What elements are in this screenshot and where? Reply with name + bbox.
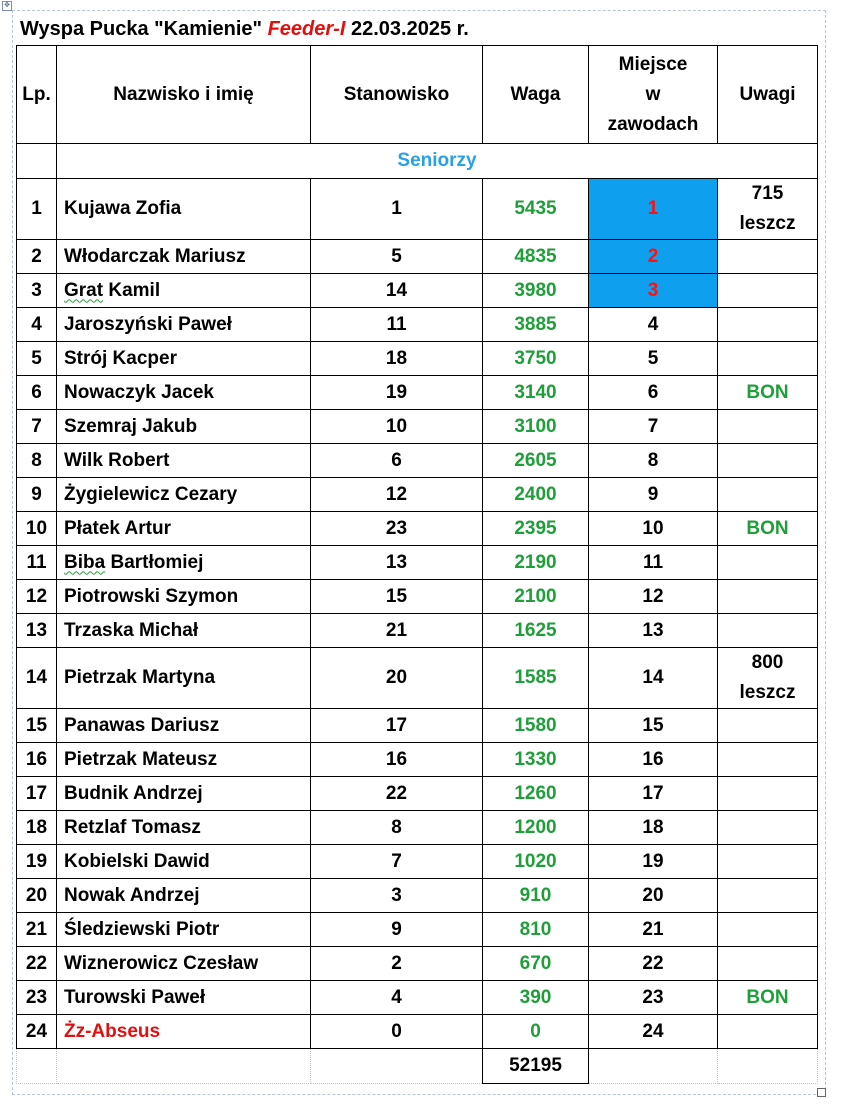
row-lp: 17 bbox=[17, 777, 57, 811]
row-uwagi bbox=[718, 1015, 818, 1049]
row-waga: 2100 bbox=[483, 580, 589, 614]
row-name bbox=[57, 342, 311, 376]
row-stanowisko: 12 bbox=[311, 478, 483, 512]
row-uwagi bbox=[718, 879, 818, 913]
table-row bbox=[17, 179, 818, 240]
row-miejsce: 7 bbox=[589, 410, 718, 444]
header-name: Nazwisko i imię bbox=[57, 46, 311, 144]
table-anchor-icon[interactable]: ✥ bbox=[2, 1, 12, 11]
title-main: Wyspa Pucka "Kamienie" bbox=[20, 18, 263, 40]
row-waga: 810 bbox=[483, 913, 589, 947]
header-uwagi: Uwagi bbox=[718, 46, 818, 144]
row-miejsce: 3 bbox=[589, 274, 718, 308]
row-name-text: Żz-Abseus bbox=[64, 1020, 161, 1042]
row-uwagi bbox=[718, 444, 818, 478]
row-name bbox=[57, 811, 311, 845]
table-row bbox=[17, 648, 818, 709]
row-miejsce: 8 bbox=[589, 444, 718, 478]
table-row bbox=[17, 478, 818, 512]
row-miejsce: 5 bbox=[589, 342, 718, 376]
row-name bbox=[57, 947, 311, 981]
document-title bbox=[20, 13, 469, 45]
row-miejsce: 1 bbox=[589, 179, 718, 240]
row-name bbox=[57, 777, 311, 811]
row-lp: 19 bbox=[17, 845, 57, 879]
row-name-text: Kujawa Zofia bbox=[64, 198, 182, 219]
row-name bbox=[57, 240, 311, 274]
table-row bbox=[17, 1015, 818, 1049]
row-stanowisko: 1 bbox=[311, 179, 483, 240]
row-miejsce: 13 bbox=[589, 614, 718, 648]
row-name-text: Trzaska Michał bbox=[64, 619, 199, 641]
row-lp: 11 bbox=[17, 546, 57, 580]
row-stanowisko: 4 bbox=[311, 981, 483, 1015]
row-name-text: Retzlaf Tomasz bbox=[64, 816, 201, 838]
row-name-text: Budnik Andrzej bbox=[64, 782, 203, 804]
row-name-text: Grat Kamil bbox=[64, 279, 161, 301]
row-miejsce: 21 bbox=[589, 913, 718, 947]
header-miejsce bbox=[589, 46, 718, 144]
row-uwagi-line2: leszcz bbox=[739, 682, 796, 703]
table-row bbox=[17, 512, 818, 546]
row-waga: 1625 bbox=[483, 614, 589, 648]
row-uwagi-line1: BON bbox=[746, 381, 789, 403]
header-miejsce-line3: zawodach bbox=[607, 113, 699, 135]
row-uwagi bbox=[718, 777, 818, 811]
row-stanowisko: 17 bbox=[311, 709, 483, 743]
table-row bbox=[17, 240, 818, 274]
row-uwagi bbox=[718, 478, 818, 512]
row-name bbox=[57, 478, 311, 512]
table-row bbox=[17, 743, 818, 777]
row-uwagi-line1: BON bbox=[746, 517, 789, 539]
row-name bbox=[57, 546, 311, 580]
row-stanowisko: 20 bbox=[311, 648, 483, 709]
row-stanowisko: 6 bbox=[311, 444, 483, 478]
total-row bbox=[17, 1049, 818, 1084]
row-stanowisko: 5 bbox=[311, 240, 483, 274]
row-lp: 5 bbox=[17, 342, 57, 376]
row-name bbox=[57, 376, 311, 410]
table-row bbox=[17, 546, 818, 580]
row-waga: 2395 bbox=[483, 512, 589, 546]
row-name-text: Biba Bartłomiej bbox=[64, 551, 204, 573]
row-uwagi bbox=[718, 342, 818, 376]
row-lp: 12 bbox=[17, 580, 57, 614]
row-waga: 2400 bbox=[483, 478, 589, 512]
row-lp: 23 bbox=[17, 981, 57, 1015]
row-waga: 2190 bbox=[483, 546, 589, 580]
total-weight: 52195 bbox=[483, 1049, 589, 1084]
row-name bbox=[57, 981, 311, 1015]
row-miejsce: 24 bbox=[589, 1015, 718, 1049]
table-row bbox=[17, 274, 818, 308]
row-name bbox=[57, 648, 311, 709]
row-name bbox=[57, 410, 311, 444]
row-waga: 3140 bbox=[483, 376, 589, 410]
row-lp: 1 bbox=[17, 179, 57, 240]
row-stanowisko: 19 bbox=[311, 376, 483, 410]
row-name-text: Płatek Artur bbox=[64, 517, 171, 539]
table-row bbox=[17, 342, 818, 376]
table-row bbox=[17, 777, 818, 811]
row-name-text: Panawas Dariusz bbox=[64, 714, 220, 736]
results-table bbox=[16, 45, 818, 1084]
row-name-text: Kobielski Dawid bbox=[64, 850, 210, 872]
row-waga: 3750 bbox=[483, 342, 589, 376]
row-name-text: Nowak Andrzej bbox=[64, 884, 200, 906]
header-miejsce-line1: Miejsce bbox=[618, 53, 688, 75]
row-lp: 2 bbox=[17, 240, 57, 274]
row-stanowisko: 7 bbox=[311, 845, 483, 879]
row-miejsce: 17 bbox=[589, 777, 718, 811]
row-name bbox=[57, 444, 311, 478]
row-name-text: Jaroszyński Paweł bbox=[64, 313, 232, 335]
row-uwagi bbox=[718, 709, 818, 743]
row-name-text: Żygielewicz Cezary bbox=[64, 483, 238, 505]
row-stanowisko: 8 bbox=[311, 811, 483, 845]
row-lp: 6 bbox=[17, 376, 57, 410]
row-miejsce: 2 bbox=[589, 240, 718, 274]
row-name-text: Piotrowski Szymon bbox=[64, 585, 239, 607]
row-miejsce: 10 bbox=[589, 512, 718, 546]
section-label: Seniorzy bbox=[57, 144, 818, 179]
row-name-text: Wiznerowicz Czesław bbox=[64, 952, 259, 974]
row-lp: 21 bbox=[17, 913, 57, 947]
row-uwagi bbox=[718, 410, 818, 444]
title-date: 22.03.2025 r. bbox=[350, 18, 469, 40]
row-name-text: Wilk Robert bbox=[64, 449, 170, 471]
row-name bbox=[57, 913, 311, 947]
table-row bbox=[17, 444, 818, 478]
row-name-text: Śledziewski Piotr bbox=[64, 918, 220, 940]
row-name bbox=[57, 308, 311, 342]
row-uwagi bbox=[718, 811, 818, 845]
row-waga: 1585 bbox=[483, 648, 589, 709]
table-row bbox=[17, 410, 818, 444]
row-stanowisko: 11 bbox=[311, 308, 483, 342]
row-waga: 3885 bbox=[483, 308, 589, 342]
row-uwagi bbox=[718, 274, 818, 308]
row-uwagi bbox=[718, 845, 818, 879]
spellcheck-underline: Grat bbox=[64, 279, 104, 301]
row-stanowisko: 22 bbox=[311, 777, 483, 811]
row-miejsce: 18 bbox=[589, 811, 718, 845]
row-stanowisko: 10 bbox=[311, 410, 483, 444]
row-waga: 1200 bbox=[483, 811, 589, 845]
row-lp: 22 bbox=[17, 947, 57, 981]
row-stanowisko: 23 bbox=[311, 512, 483, 546]
row-stanowisko: 18 bbox=[311, 342, 483, 376]
row-lp: 4 bbox=[17, 308, 57, 342]
header-waga: Waga bbox=[483, 46, 589, 144]
row-name bbox=[57, 709, 311, 743]
row-uwagi-line2: leszcz bbox=[739, 213, 796, 234]
row-lp: 8 bbox=[17, 444, 57, 478]
section-row bbox=[17, 144, 818, 179]
row-waga: 0 bbox=[483, 1015, 589, 1049]
row-uwagi bbox=[718, 512, 818, 546]
row-waga: 4835 bbox=[483, 240, 589, 274]
row-miejsce: 6 bbox=[589, 376, 718, 410]
row-name bbox=[57, 1015, 311, 1049]
row-waga: 1260 bbox=[483, 777, 589, 811]
row-lp: 10 bbox=[17, 512, 57, 546]
table-row bbox=[17, 811, 818, 845]
row-name bbox=[57, 845, 311, 879]
table-row bbox=[17, 308, 818, 342]
row-uwagi bbox=[718, 376, 818, 410]
row-name bbox=[57, 614, 311, 648]
row-uwagi bbox=[718, 546, 818, 580]
row-miejsce: 9 bbox=[589, 478, 718, 512]
row-uwagi bbox=[718, 743, 818, 777]
row-stanowisko: 21 bbox=[311, 614, 483, 648]
spellcheck-underline: Biba bbox=[64, 551, 106, 573]
row-miejsce: 22 bbox=[589, 947, 718, 981]
row-stanowisko: 3 bbox=[311, 879, 483, 913]
row-lp: 9 bbox=[17, 478, 57, 512]
row-name-text: Pietrzak Martyna bbox=[64, 667, 216, 688]
row-waga: 1580 bbox=[483, 709, 589, 743]
row-uwagi-line1: BON bbox=[746, 986, 789, 1008]
row-waga: 390 bbox=[483, 981, 589, 1015]
row-name-text: Strój Kacper bbox=[64, 347, 177, 369]
row-stanowisko: 2 bbox=[311, 947, 483, 981]
row-name bbox=[57, 512, 311, 546]
row-waga: 910 bbox=[483, 879, 589, 913]
row-name bbox=[57, 179, 311, 240]
row-stanowisko: 15 bbox=[311, 580, 483, 614]
row-stanowisko: 13 bbox=[311, 546, 483, 580]
row-lp: 20 bbox=[17, 879, 57, 913]
header-row bbox=[17, 46, 818, 144]
row-waga: 670 bbox=[483, 947, 589, 981]
table-row bbox=[17, 845, 818, 879]
row-stanowisko: 16 bbox=[311, 743, 483, 777]
row-name-text: Pietrzak Mateusz bbox=[64, 748, 218, 770]
row-lp: 16 bbox=[17, 743, 57, 777]
row-miejsce: 12 bbox=[589, 580, 718, 614]
row-miejsce: 16 bbox=[589, 743, 718, 777]
table-row bbox=[17, 947, 818, 981]
row-lp: 13 bbox=[17, 614, 57, 648]
row-waga: 5435 bbox=[483, 179, 589, 240]
title-feeder: Feeder-I bbox=[267, 18, 346, 40]
row-uwagi bbox=[718, 947, 818, 981]
header-miejsce-line2: w bbox=[645, 83, 661, 105]
row-waga: 1020 bbox=[483, 845, 589, 879]
row-name-text: Włodarczak Mariusz bbox=[64, 245, 246, 267]
table-row bbox=[17, 709, 818, 743]
row-uwagi-line1: 800 bbox=[751, 652, 784, 673]
row-uwagi bbox=[718, 913, 818, 947]
row-uwagi bbox=[718, 179, 818, 240]
row-name-text: Szemraj Jakub bbox=[64, 415, 198, 437]
row-name bbox=[57, 743, 311, 777]
row-stanowisko: 14 bbox=[311, 274, 483, 308]
table-resize-handle-icon[interactable] bbox=[817, 1088, 826, 1097]
table-row bbox=[17, 580, 818, 614]
header-stanowisko: Stanowisko bbox=[311, 46, 483, 144]
table-row bbox=[17, 981, 818, 1015]
row-name-text: Nowaczyk Jacek bbox=[64, 381, 214, 403]
row-waga: 3980 bbox=[483, 274, 589, 308]
row-lp: 3 bbox=[17, 274, 57, 308]
row-uwagi bbox=[718, 614, 818, 648]
row-uwagi-line1: 715 bbox=[751, 183, 784, 204]
table-row bbox=[17, 879, 818, 913]
row-miejsce: 14 bbox=[589, 648, 718, 709]
row-name bbox=[57, 879, 311, 913]
row-uwagi bbox=[718, 580, 818, 614]
row-lp: 18 bbox=[17, 811, 57, 845]
row-miejsce: 4 bbox=[589, 308, 718, 342]
row-stanowisko: 0 bbox=[311, 1015, 483, 1049]
row-lp: 14 bbox=[17, 648, 57, 709]
row-uwagi bbox=[718, 240, 818, 274]
row-uwagi bbox=[718, 648, 818, 709]
row-waga: 1330 bbox=[483, 743, 589, 777]
row-waga: 2605 bbox=[483, 444, 589, 478]
row-waga: 3100 bbox=[483, 410, 589, 444]
row-lp: 15 bbox=[17, 709, 57, 743]
row-lp: 7 bbox=[17, 410, 57, 444]
row-name bbox=[57, 580, 311, 614]
row-miejsce: 23 bbox=[589, 981, 718, 1015]
row-miejsce: 19 bbox=[589, 845, 718, 879]
row-miejsce: 15 bbox=[589, 709, 718, 743]
row-lp: 24 bbox=[17, 1015, 57, 1049]
row-miejsce: 20 bbox=[589, 879, 718, 913]
row-name-text: Turowski Paweł bbox=[64, 986, 206, 1008]
row-uwagi bbox=[718, 308, 818, 342]
table-row bbox=[17, 913, 818, 947]
row-name bbox=[57, 274, 311, 308]
table-row bbox=[17, 376, 818, 410]
row-miejsce: 11 bbox=[589, 546, 718, 580]
row-stanowisko: 9 bbox=[311, 913, 483, 947]
header-lp: Lp. bbox=[17, 46, 57, 144]
table-row bbox=[17, 614, 818, 648]
row-uwagi bbox=[718, 981, 818, 1015]
